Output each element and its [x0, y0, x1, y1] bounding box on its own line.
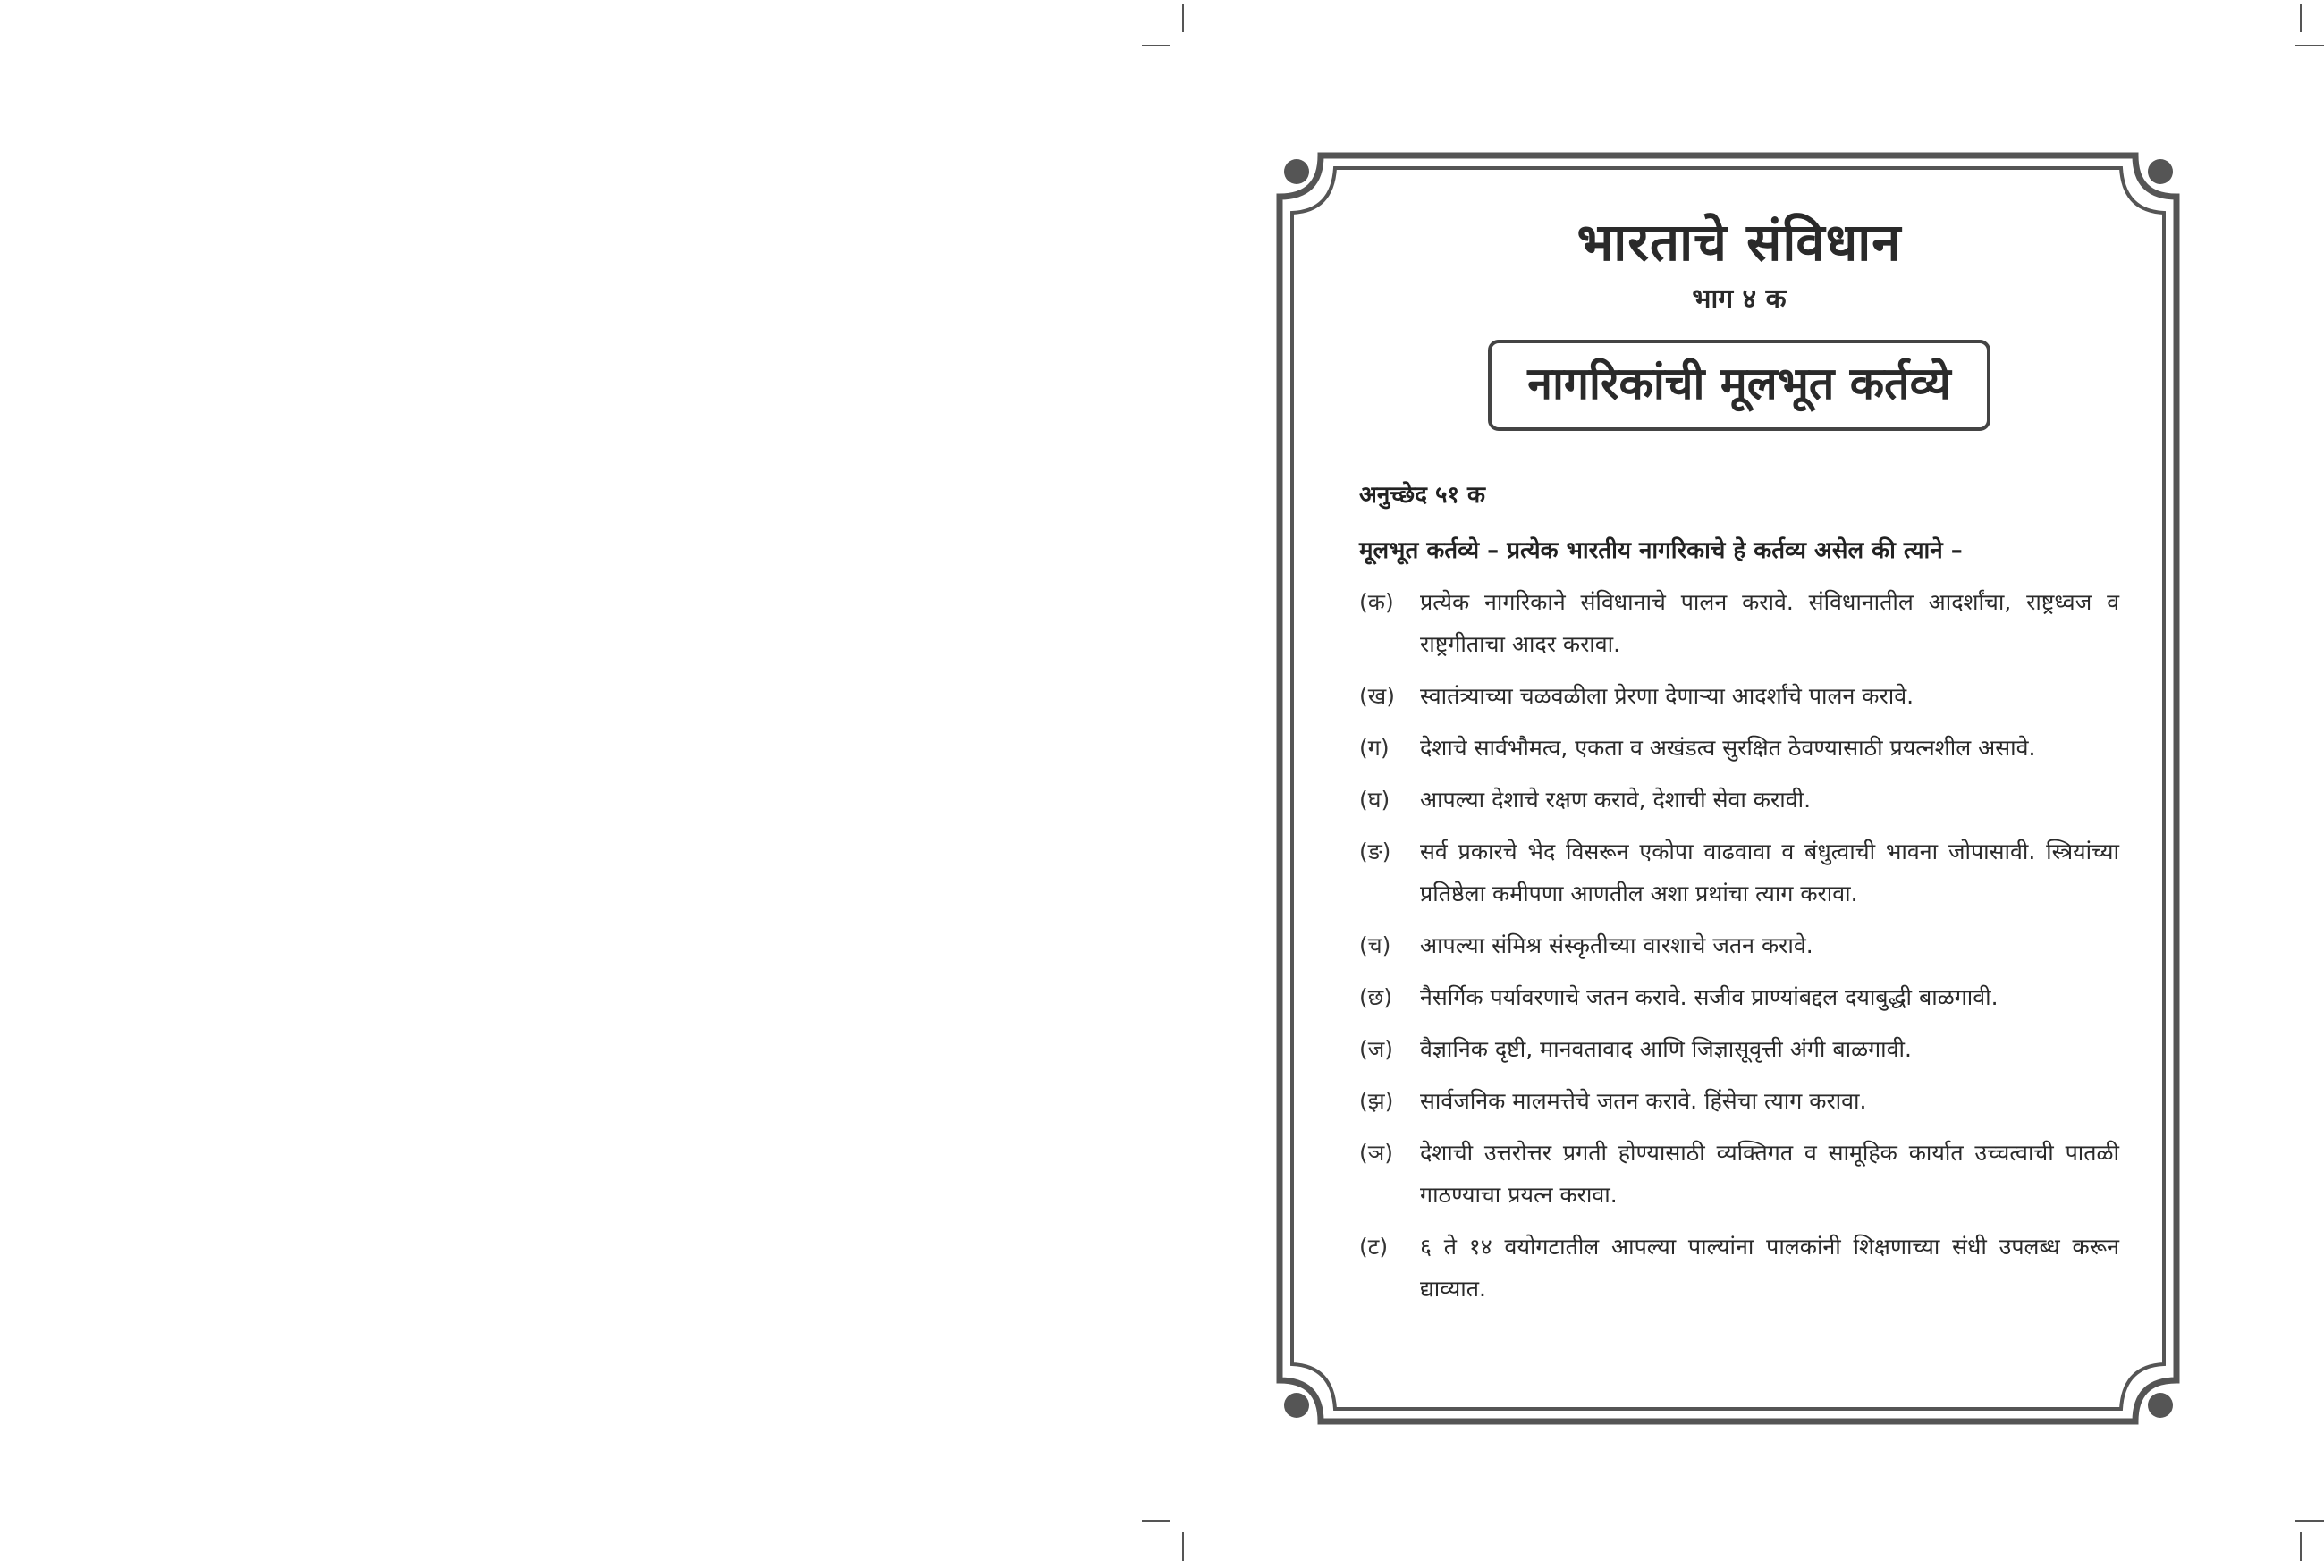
intro-statement: मूलभूत कर्तव्ये – प्रत्येक भारतीय नागरिकाचे हे कर्तव्य असेल की त्याने – — [1359, 537, 1963, 564]
list-item-text: सर्व प्रकारचे भेद विसरून एकोपा वाढवावा व बंधुत्वाची भावना जोपासावी. स्त्रियांच्या प्रतिष्ठेला कमीपणा आणतील अशा प्रथांचा त्याग करावा. — [1420, 839, 2119, 906]
boxed-title-wrap — [1359, 340, 2119, 431]
list-item — [1359, 1080, 2119, 1122]
list-item — [1359, 1028, 2119, 1070]
crop-mark — [2300, 1532, 2302, 1561]
list-marker: (झ) — [1359, 1088, 1394, 1114]
list-item-text: आपल्या देशाचे रक्षण करावे, देशाची सेवा करावी. — [1420, 787, 1812, 813]
list-item — [1359, 779, 2119, 821]
frame-corner-dot — [1284, 1393, 1309, 1418]
list-marker: (घ) — [1359, 787, 1390, 813]
list-item — [1359, 727, 2119, 769]
page-content — [1359, 206, 2119, 1324]
list-item-text: प्रत्येक नागरिकाने संविधानाचे पालन करावे. संविधानातील आदर्शांचा, राष्ट्रध्वज व राष्ट्रगीताचा आदर करावा. — [1420, 589, 2119, 657]
list-item — [1359, 1132, 2119, 1216]
list-item-text: आपल्या संमिश्र संस्कृतीच्या वारशाचे जतन करावे. — [1420, 932, 1813, 958]
list-item-text: वैज्ञानिक दृष्टी, मानवतावाद आणि जिज्ञासूवृत्ती अंगी बाळगावी. — [1420, 1036, 1912, 1062]
frame-corner-dot — [2148, 159, 2173, 184]
crop-mark — [2295, 1520, 2324, 1522]
list-item-text: सार्वजनिक मालमत्तेचे जतन करावे. हिंसेचा त्याग करावा. — [1420, 1088, 1867, 1114]
list-item — [1359, 1226, 2119, 1310]
list-marker: (ङ) — [1359, 839, 1391, 864]
crop-mark — [1142, 45, 1170, 46]
list-item-text: नैसर्गिक पर्यावरणाचे जतन करावे. सजीव प्राण्यांबद्दल दयाबुद्धी बाळगावी. — [1420, 984, 1999, 1010]
list-item — [1359, 976, 2119, 1018]
frame-corner-dot — [1284, 159, 1309, 184]
list-item — [1359, 924, 2119, 966]
crop-mark — [1142, 1520, 1170, 1522]
crop-mark — [2295, 45, 2324, 46]
crop-mark — [1182, 4, 1184, 32]
article-number: अनुच्छेद ५१ क — [1359, 482, 1486, 509]
list-item-text: देशाचे सार्वभौमत्व, एकता व अखंडत्व सुरक्षित ठेवण्यासाठी प्रयत्नशील असावे. — [1420, 735, 2036, 761]
list-marker: (ञ) — [1359, 1140, 1394, 1166]
list-item — [1359, 830, 2119, 915]
list-item — [1359, 675, 2119, 717]
list-item-text: स्वातंत्र्याच्या चळवळीला प्रेरणा देणाऱ्या आदर्शांचे पालन करावे. — [1420, 683, 1914, 709]
list-marker: (क) — [1359, 589, 1394, 615]
list-item-text: देशाची उत्तरोत्तर प्रगती होण्यासाठी व्यक्तिगत व सामूहिक कार्यात उच्चत्वाची पातळी गाठण्याचा प्रयत्न करावा. — [1420, 1140, 2119, 1208]
list-marker: (ख) — [1359, 683, 1395, 709]
list-marker: (छ) — [1359, 984, 1393, 1010]
crop-mark — [1182, 1532, 1184, 1561]
boxed-section-title: नागरिकांची मूलभूत कर्तव्ये — [1488, 340, 1990, 431]
duties-list — [1359, 581, 2119, 1310]
part-label: भाग ४ क — [1692, 283, 1787, 315]
frame-corner-dot — [2148, 1393, 2173, 1418]
list-marker: (ज) — [1359, 1036, 1394, 1062]
list-item-text: ६ ते १४ वयोगटातील आपल्या पाल्यांना पालकांनी शिक्षणाच्या संधी उपलब्ध करून द्याव्यात. — [1420, 1234, 2119, 1302]
list-marker: (ट) — [1359, 1234, 1389, 1260]
list-item — [1359, 581, 2119, 665]
list-marker: (च) — [1359, 932, 1391, 958]
document-title: भारताचे संविधान — [1576, 212, 1902, 273]
list-marker: (ग) — [1359, 735, 1390, 761]
crop-mark — [2300, 4, 2302, 32]
